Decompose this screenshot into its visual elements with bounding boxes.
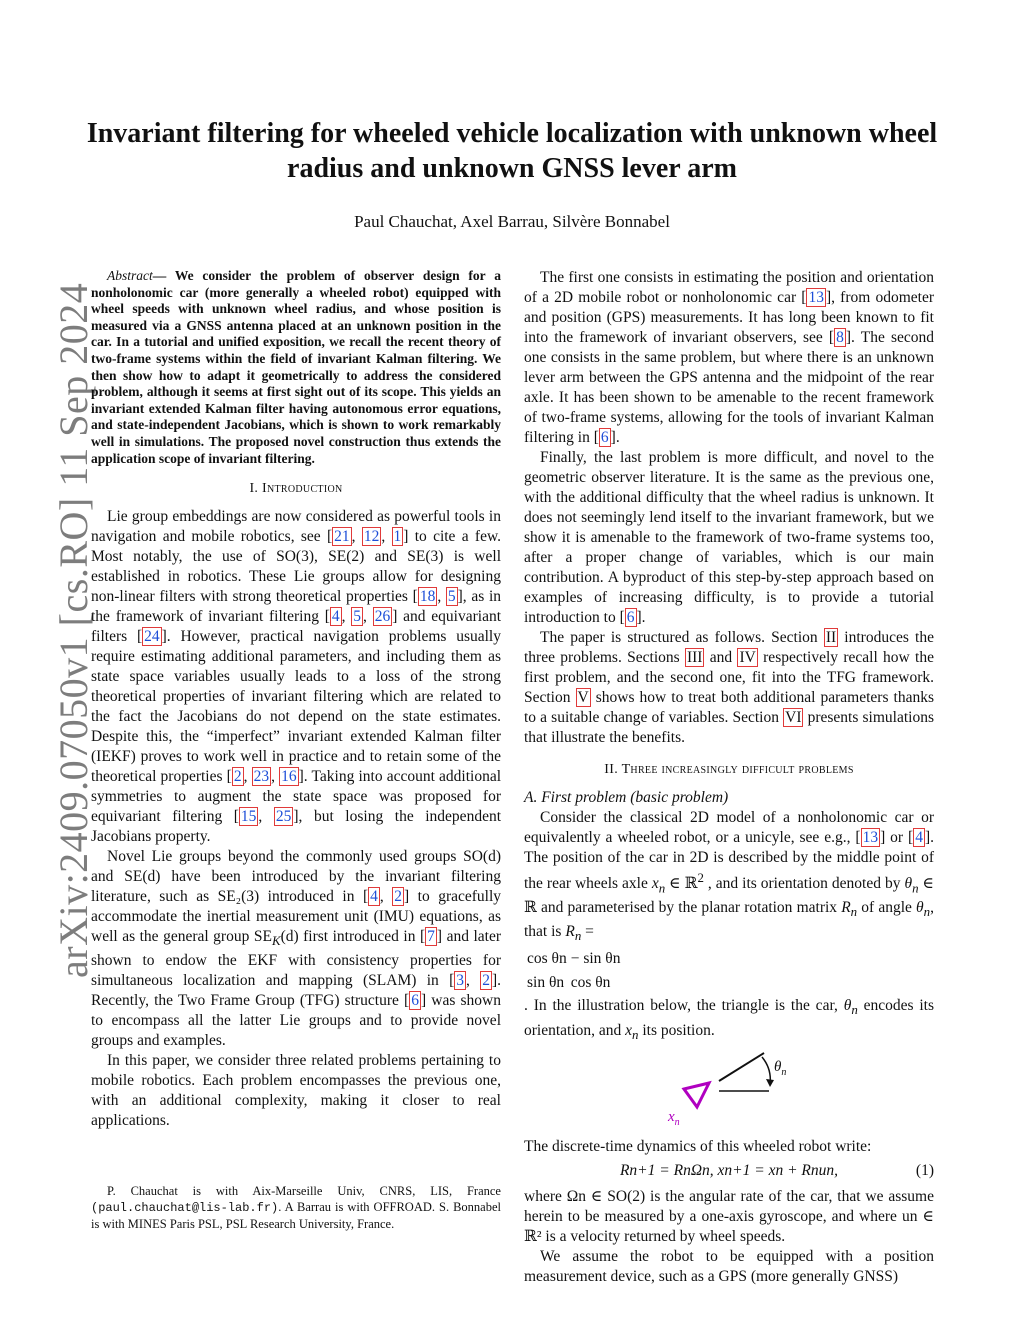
x-label: $x_n$ bbox=[668, 1108, 680, 1128]
arxiv-identifier: arXiv:2409.07050v1 [cs.RO] 11 Sep 2024 bbox=[51, 282, 96, 978]
citation-link[interactable]: 6 bbox=[600, 429, 609, 446]
subsection-heading-a: A. First problem (basic problem) bbox=[524, 789, 729, 806]
right-paragraph-5: The discrete-time dynamics of this wheeled robot write: bbox=[524, 1137, 872, 1155]
abstract-text: — We consider the problem of observer design for a nonholonomic car (more generally a wheeled robot) equipped with wheel speeds with unknown wheel radius, and whose position is measured via a GNSS antenna placed at an unknown position in the car. In a tutorial and unified exposition, we recall the recent theory of two-frame systems within the field of invariant Kalman filtering. We then show how to adapt it geometrically to address the considered problem, although it seems at first sight out of its scope. This yields an invariant extended Kalman filter having autonomous error equations, and state-independent Jacobians, which is shown to work remarkably well in simulations. The proposed novel construction thus extends the application scope of invariant filtering. bbox=[91, 268, 501, 466]
section-link[interactable]: III bbox=[686, 649, 703, 666]
car-illustration bbox=[524, 1051, 934, 1129]
citation-link[interactable]: 8 bbox=[836, 329, 844, 346]
citation-link[interactable]: 12 bbox=[363, 528, 380, 546]
section-heading-problems: II. Three increasingly difficult problems bbox=[604, 762, 854, 777]
citation-link[interactable]: 6 bbox=[626, 609, 635, 626]
citation-link[interactable]: 2 bbox=[394, 888, 402, 906]
right-paragraph-7: We assume the robot to be equipped with a position measurement device, such as a GPS (more generally GNSS) bbox=[524, 1247, 934, 1285]
right-paragraph-6: where Ωn ∈ SO(2) is the angular rate of the car, that we assume herein to be measured by a one-axis gyroscope, and where un ∈ ℝ² is a velocity returned by wheel speeds. bbox=[524, 1187, 934, 1245]
left-column bbox=[91, 268, 501, 1131]
section-heading-introduction: I. Introduction bbox=[249, 481, 343, 497]
citation-link[interactable]: 5 bbox=[447, 588, 456, 606]
citation-link[interactable]: 25 bbox=[275, 808, 292, 826]
car-figure bbox=[664, 1051, 804, 1129]
citation-link[interactable]: 2 bbox=[482, 972, 490, 990]
car-triangle-icon bbox=[684, 1083, 709, 1107]
citation-link[interactable]: 24 bbox=[144, 628, 160, 646]
citation-link[interactable]: 4 bbox=[915, 829, 923, 846]
citation-link[interactable]: 21 bbox=[334, 528, 350, 546]
citation-link[interactable]: 1 bbox=[393, 528, 402, 546]
intro-paragraph-3: In this paper, we consider three related problems pertaining to mobile robotics. Each problem encompasses the previous one, with an additional complexity, making it closer to real applications. bbox=[91, 1052, 501, 1130]
section-link[interactable]: VI bbox=[785, 709, 802, 726]
intro-paragraph-2: Novel Lie groups beyond the commonly used groups SO(d) and SE(d) have been introduced by the invariant filtering literature, such as SE₂(3) introduced in [ 4 , 2 ] to gracefully accommodate the inertial measurement unit (IMU) equations, as well as the general group $SE_K(d)$ first introduced in [ 7 ] and later shown to endow the EKF with consistency properties for simultaneous localization and mapping (SLAM) in [ 3 , 2 ]. Recently, the Two Frame Group (TFG) structure [ 6 ] was shown to encompass all the latter Lie groups and to provide novel groups and examples. bbox=[91, 848, 502, 1050]
right-column: The first one consists in estimating the position and orientation of a 2D mobile robot or nonholonomic car [ 13 ], from odometer and position (GPS) measurements. It has long been known to fit into the framework of invariant observers, see [ 8 ]. The second one consists in the same problem, but where there is an unknown lever arm between the GPS antenna and the midpoint of the rear axle. It has been shown to be amenable to the recent framework of two-frame systems, allowing for the tools of invariant Kalman filtering in [ 6 ]. Finally, the last problem is more difficult, and novel to the geometric observer literature. It is the same as the previous one, with the additional difficulty that the wheel radius is unknown. It does not seemingly lend itself to the invariant framework, but we show it is amenable to the framework of two-frame systems too, after a proper change of variables, which is our main contribution. A byproduct of this step-by-step approach based on examples of increasing difficulty, is to provide a tutorial introduction to [ 6 ]. The paper is structured as follows. Section II introduces the three problems. Sections III and IV respectively recall how the first problem, and the second one, fit into the TFG framework. Section V shows how to treat both additional parameters thanks to a suitable change of variables. Section VI presents simulations that illustrate the benefits. II. Three increasingly difficult problems A. First problem (basic problem) Consider the classical 2D model of a nonholonomic car or equivalently a wheeled robot, or a unicyle, see e.g., [ 13 ] or [ 4 ]. The position of the car in 2D is described by the middle point of the rear wheels axle $x_n$ ∈ ℝ$^2$ , and its orientation denoted by $\theta_n$ ∈ ℝ and parameterised by the planar rotation matrix $R_n$ of angle $\theta_n$, that is $R_n$ = cos θn − sin θn sin θn cos θn . In the illustration below, the triangle is the car, $\theta_n$ encodes its orientation, and $x_n$ its position. $\theta_n$ $x_n$ The discrete-time dynamics of this wheeled robot write: Rn+1 = RnΩn, xn+1 = xn + Rnun, (1) where Ωn ∈ SO(2) is the angular rate of the car, that we assume herein to be measured by a one-axis gyroscope, and where un ∈ ℝ² is a velocity returned by wheel speeds. We assume the robot to be equipped with a position measurement device, such as a GPS (more generally GNSS) bbox=[524, 269, 935, 1285]
citation-link[interactable]: 23 bbox=[253, 768, 270, 786]
citation-link[interactable]: 16 bbox=[281, 768, 297, 786]
paper-title: Invariant filtering for wheeled vehicle localization with unknown wheel radius and unknown GNSS lever arm bbox=[86, 118, 938, 184]
equation-1: Rn+1 = RnΩn, xn+1 = xn + Rnun, (1) bbox=[619, 1161, 934, 1179]
citation-link[interactable]: 7 bbox=[427, 928, 435, 946]
author-footnote: P. Chauchat is with Aix-Marseille Univ, CNRS, LIS, France (paul.chauchat@lis-lab.fr). A Barrau is with OFFROAD. S. Bonnabel is with MINES Paris PSL, PSL Research University, France. bbox=[91, 1184, 501, 1231]
citation-link[interactable]: 18 bbox=[419, 588, 436, 606]
intro-paragraph-1: Lie group embeddings are now considered as powerful tools in navigation and mobile robotics, see [ 21 , 12 , 1 ] to cite a few. Most notably, the use of SO(3), SE(2) and SE(3) is well established in robotics. These Lie groups allow for designing non-linear filters with strong theoretical properties [ 18 , 5 ], as in the framework of invariant filtering [ 4 , 5 , 26 ] and equivariant filters [ 24 ]. However, practical navigation problems usually require estimating additional parameters, and including them as state space variables usually leads to a loss of the strong theoretical properties of invariant filtering which are related to the fact the Jacobians do not depend on the state estimates. Despite this, the “imperfect” invariant extended Kalman filter (IEKF) proves to work well in practice and to retain some of the theoretical properties [ 2 , 23 , 16 ]. Taking into account additional symmetries to augment the state space was proposed for equivariant filtering [ 15 , 25 ], but losing the independent Jacobians property. bbox=[91, 508, 502, 846]
right-paragraph-1: The first one consists in estimating the position and orientation of a 2D mobile robot or nonholonomic car [ 13 ], from odometer and position (GPS) measurements. It has long been known to fit into the framework of invariant observers, see [ 8 ]. The second one consists in the same problem, but where there is an unknown lever arm between the GPS antenna and the midpoint of the rear axle. It has been shown to be amenable to the recent framework of two-frame systems, allowing for the tools of invariant Kalman filtering in [ 6 ]. bbox=[524, 269, 935, 446]
citation-link[interactable]: 6 bbox=[411, 992, 419, 1010]
heading-line bbox=[719, 1053, 764, 1081]
theta-label: $\theta_n$ bbox=[774, 1058, 787, 1078]
citation-link[interactable]: 26 bbox=[374, 608, 391, 626]
equation-number: (1) bbox=[915, 1161, 934, 1179]
right-paragraph-3: The paper is structured as follows. Section II introduces the three problems. Sections III and IV respectively recall how the first problem, and the second one, fit into the TFG framework. Section V shows how to treat both additional parameters thanks to a suitable change of variables. Section VI presents simulations that illustrate the benefits. bbox=[524, 629, 934, 746]
section-link[interactable]: IV bbox=[739, 649, 756, 666]
section-link[interactable]: II bbox=[825, 629, 837, 646]
citation-link[interactable]: 13 bbox=[862, 829, 879, 846]
citation-link[interactable]: 4 bbox=[370, 888, 378, 906]
citation-link[interactable]: 4 bbox=[331, 608, 340, 626]
citation-link[interactable]: 15 bbox=[240, 808, 257, 826]
abstract-label: Abstract bbox=[107, 268, 153, 283]
section-link[interactable]: V bbox=[577, 689, 589, 706]
citation-link[interactable]: 5 bbox=[353, 608, 362, 626]
right-paragraph-4: Consider the classical 2D model of a nonholonomic car or equivalently a wheeled robot, or a unicyle, see e.g., [ 13 ] or [ 4 ]. The position of the car in 2D is described by the middle point of the rear wheels axle $x_n$ ∈ ℝ$^2$ , and its orientation denoted by $\theta_n$ ∈ ℝ and parameterised by the planar rotation matrix $R_n$ of angle $\theta_n$, that is $R_n$ = bbox=[524, 809, 934, 944]
right-paragraph-2: Finally, the last problem is more difficult, and novel to the geometric observer literature. It is the same as the previous one, with the additional difficulty that the wheel radius is unknown. It does not seemingly lend itself to the invariant framework, but we show it is amenable to the framework of two-frame systems too, after a proper change of variables, which is our main contribution. A byproduct of this step-by-step approach based on examples of increasing difficulty, is to provide a tutorial introduction to [ 6 ]. bbox=[524, 449, 934, 626]
abstract bbox=[91, 268, 501, 467]
arrow-head-icon bbox=[766, 1079, 774, 1087]
citation-link[interactable]: 2 bbox=[233, 768, 242, 786]
citation-link[interactable]: 3 bbox=[456, 972, 465, 990]
author-email[interactable]: (paul.chauchat@lis-lab.fr) bbox=[91, 1201, 279, 1215]
paper-authors: Paul Chauchat, Axel Barrau, Silvère Bonnabel bbox=[354, 212, 670, 231]
citation-link[interactable]: 13 bbox=[808, 289, 824, 306]
